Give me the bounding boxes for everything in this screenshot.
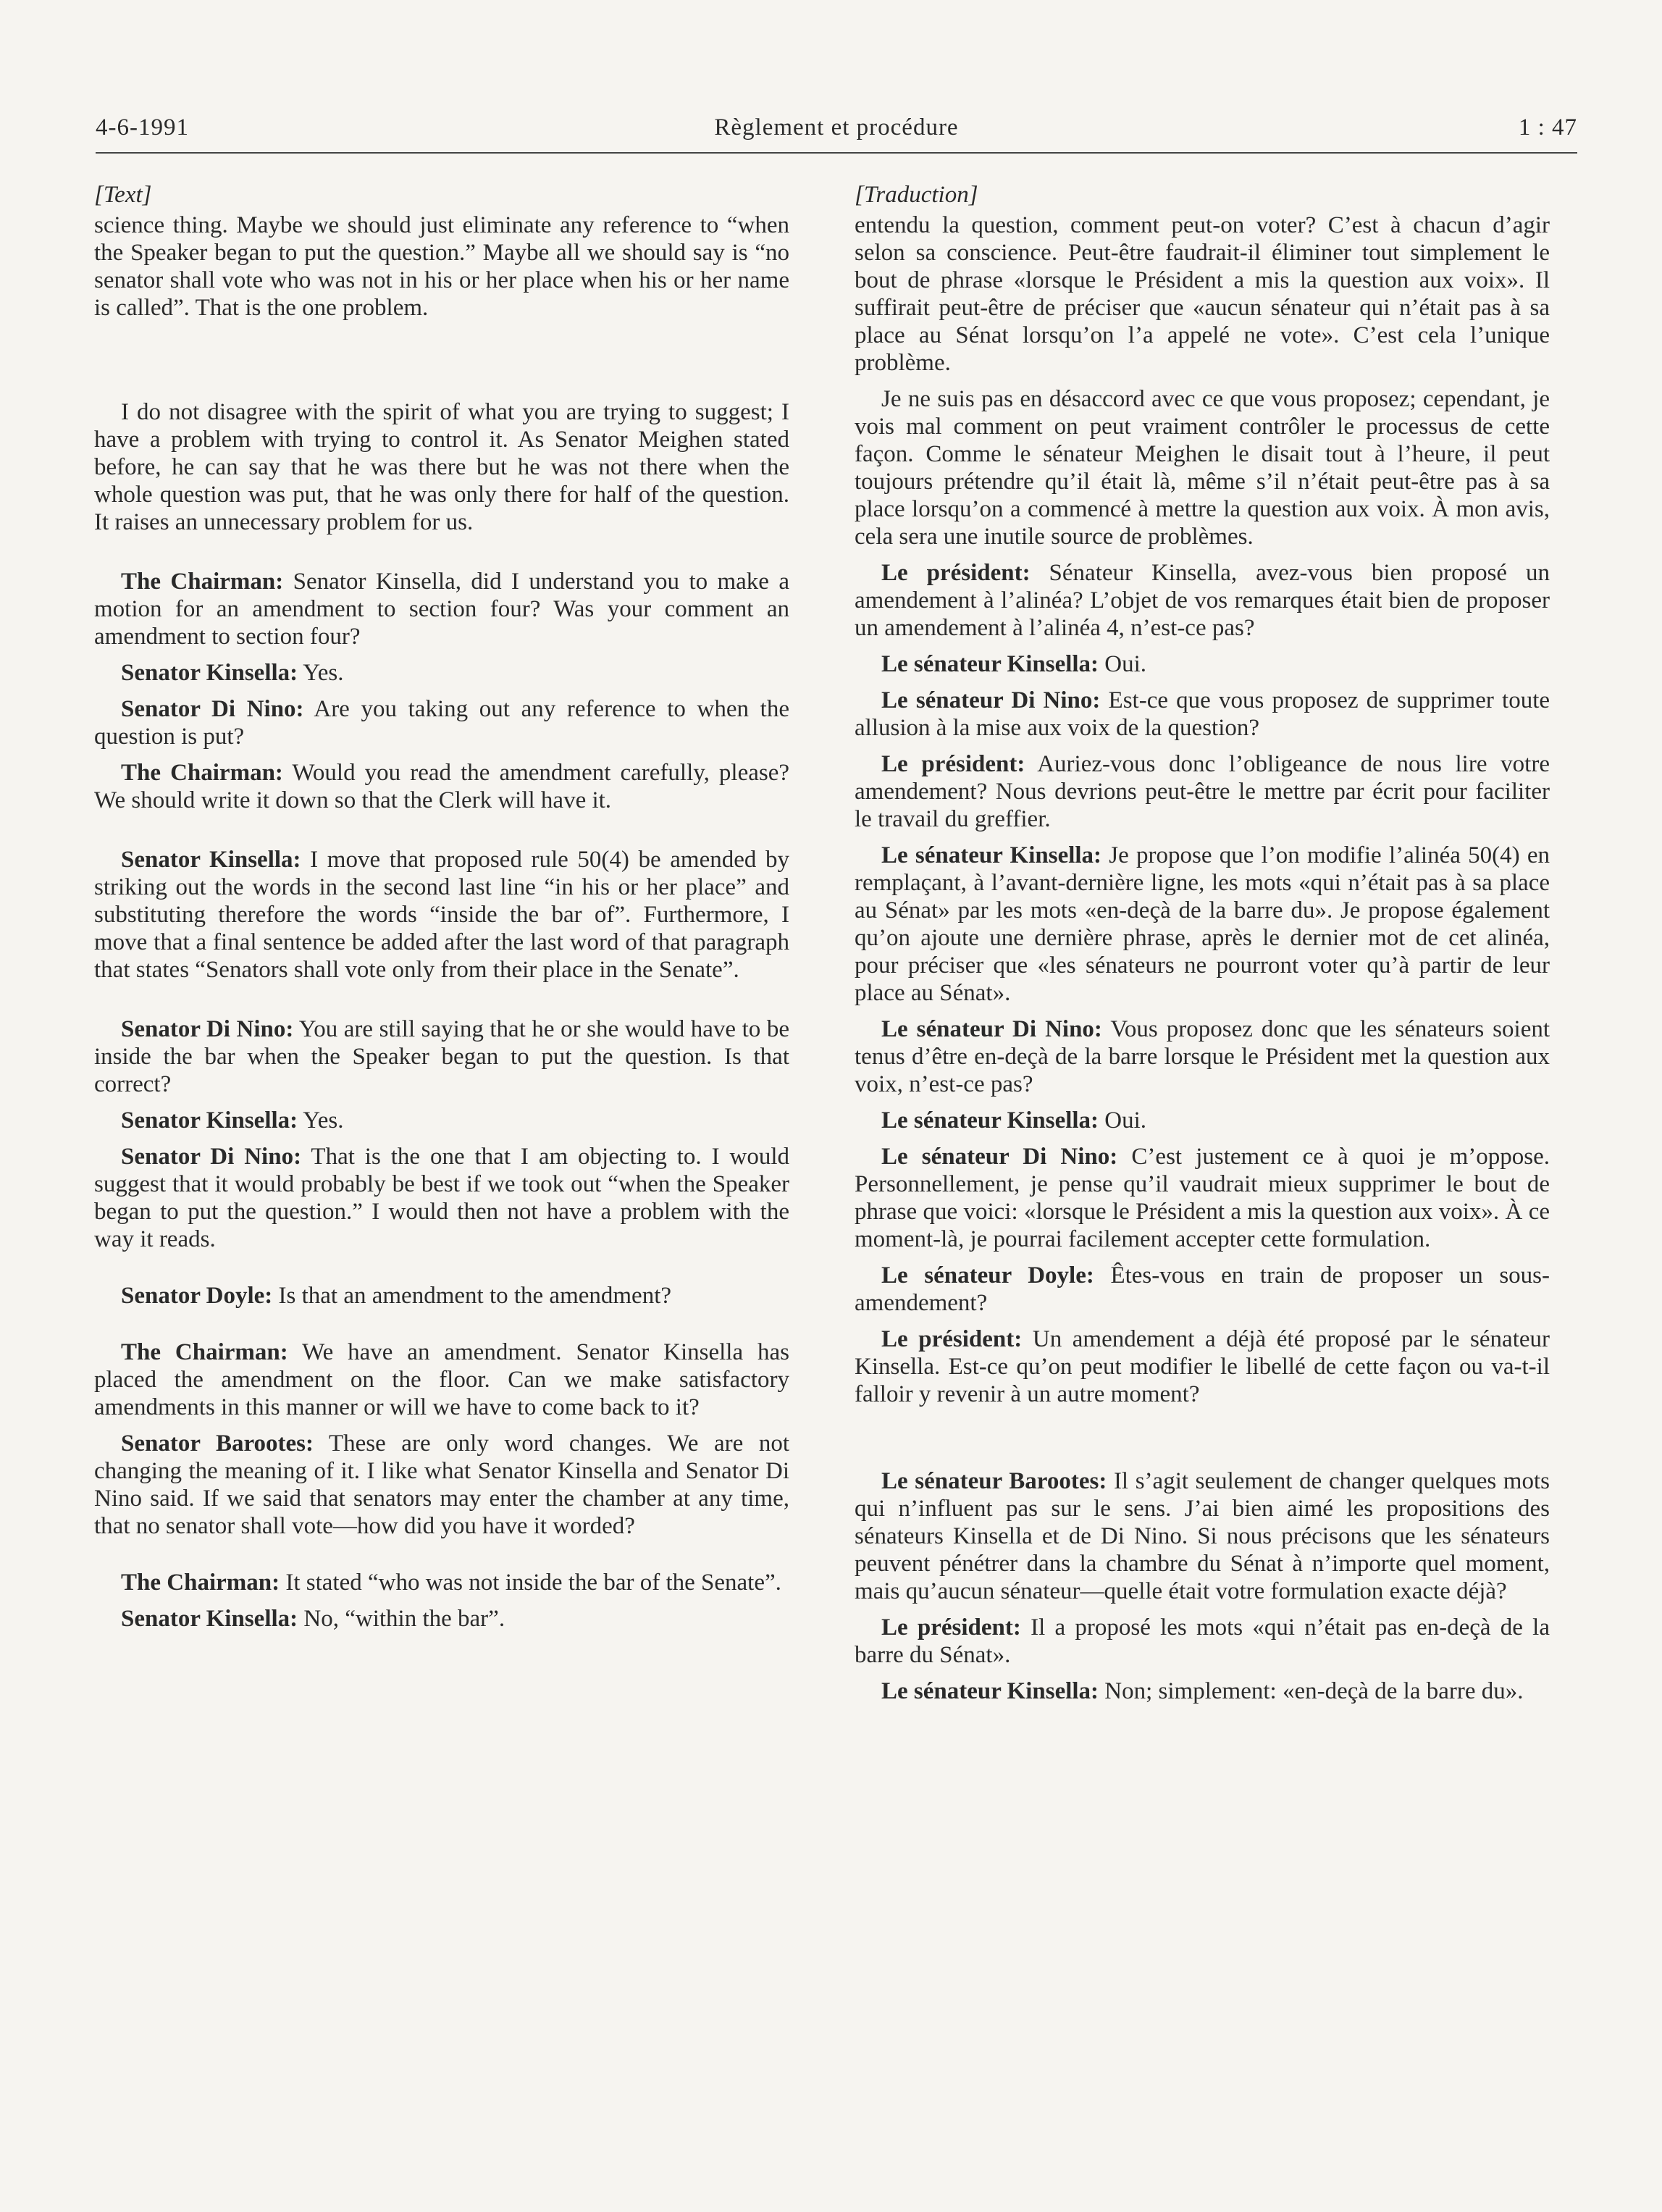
speaker-name: Le sénateur Di Nino:	[881, 1016, 1102, 1042]
speaker-paragraph: Le sénateur Kinsella: Non; simplement: «en-deçà de la barre du».	[881, 1678, 1524, 1704]
speaker-name: Le président:	[881, 1614, 1021, 1641]
speaker-name: Senator Barootes:	[121, 1430, 314, 1457]
speaker-paragraph: Le sénateur Barootes: Il s’agit seulement de changer quelques mots qui n’influent pas sur le sens. J’ai bien aimé les propositions des sénateurs Kinsella et de Di Nino. Si nous précisons que les sénateurs peuvent pénétrer dans la chambre du Sénat à n’importe quel moment, mais qu’aucun sénateur—quelle était votre formulation exacte déjà?	[855, 1468, 1550, 1604]
speaker-name: Le sénateur Di Nino:	[881, 687, 1101, 713]
speaker-name: Le sénateur Kinsella:	[881, 1107, 1099, 1134]
speaker-paragraph: Senator Di Nino: Are you taking out any reference to when the question is put?	[94, 696, 789, 750]
speaker-name: Le président:	[881, 560, 1031, 586]
speaker-name: Senator Di Nino:	[121, 1016, 294, 1042]
speaker-name: Senator Doyle:	[121, 1283, 273, 1309]
speaker-paragraph: The Chairman: We have an amendment. Senator Kinsella has placed the amendment on the floor. Can we make satisfactory amendments in this manner or will we have to come back to it?	[94, 1339, 790, 1420]
speaker-paragraph: Le président: Auriez-vous donc l’obligeance de nous lire votre amendement? Nous devrions peut-être le mettre par écrit pour faciliter le travail du greffier.	[855, 751, 1550, 832]
header-title: Règlement et procédure	[714, 114, 959, 141]
paragraph: science thing. Maybe we should just eliminate any reference to “when the Speaker began to put the question.” Maybe all we should say is “no senator shall vote who was not in his or her place when his or her name is called”. That is the one problem.	[94, 212, 789, 321]
speaker-paragraph: Le sénateur Di Nino: Vous proposez donc que les sénateurs soient tenus d’être en-deçà de la barre lorsque le Président met la question aux voix, n’est-ce pas?	[855, 1016, 1550, 1097]
speaker-paragraph: Senator Kinsella: No, “within the bar”.	[121, 1606, 505, 1632]
speaker-paragraph: Senator Di Nino: You are still saying that he or she would have to be inside the bar when the Speaker began to put the question. Is that correct?	[94, 1016, 789, 1097]
speaker-name: The Chairman:	[121, 1339, 288, 1365]
speaker-name: Senator Kinsella:	[121, 1107, 298, 1134]
speaker-paragraph: The Chairman: Senator Kinsella, did I understand you to make a motion for an amendment to section four? Was your comment an amendment to section four?	[94, 569, 789, 650]
speaker-paragraph: Le président: Il a proposé les mots «qui n’était pas en-deçà de la barre du Sénat».	[855, 1614, 1550, 1668]
speaker-paragraph: Senator Doyle: Is that an amendment to the amendment?	[121, 1283, 672, 1309]
speaker-name: Le sénateur Kinsella:	[881, 1678, 1099, 1704]
speaker-name: Le président:	[881, 1326, 1023, 1352]
speaker-name: Le sénateur Doyle:	[881, 1262, 1094, 1289]
speaker-name: Senator Di Nino:	[121, 1144, 302, 1170]
speaker-name: Senator Kinsella:	[121, 847, 301, 873]
paragraph: entendu la question, comment peut-on voter? C’est à chacun d’agir selon sa conscience. Peut-être faudrait-il éliminer tout simplement le bout de phrase «lorsque le Président a mis la question aux voix». Il suffirait peut-être de préciser que «aucun sénateur qui n’était pas à sa place au Sénat lorsqu’on l’a appelé ne vote». C’est cela l’unique problème.	[855, 212, 1550, 376]
speaker-name: The Chairman:	[121, 760, 283, 786]
speaker-name: The Chairman:	[121, 569, 284, 595]
speaker-paragraph: Le président: Sénateur Kinsella, avez-vous bien proposé un amendement à l’alinéa? L’objet de vos remarques était bien de proposer un amendement à l’alinéa 4, n’est-ce pas?	[855, 560, 1550, 641]
speaker-paragraph: Le sénateur Kinsella: Oui.	[881, 651, 1147, 677]
speaker-paragraph: Le sénateur Kinsella: Oui.	[881, 1107, 1147, 1134]
paragraph: Je ne suis pas en désaccord avec ce que vous proposez; cependant, je vois mal comment on peut vraiment contrôler le processus de cette façon. Comme le sénateur Meighen le disait tout à l’heure, il peut toujours prétendre qu’il était là, même s’il n’était peut-être pas à sa place lorsqu’on a commencé à mettre la question aux voix. À mon avis, cela sera une inutile source de problèmes.	[855, 386, 1550, 550]
header-rule	[96, 152, 1577, 154]
speaker-name: Senator Kinsella:	[121, 660, 298, 686]
speaker-name: The Chairman:	[121, 1570, 280, 1596]
running-header	[96, 114, 1577, 158]
speaker-name: Senator Kinsella:	[121, 1606, 298, 1632]
speaker-paragraph: The Chairman: It stated “who was not inside the bar of the Senate”.	[121, 1570, 781, 1596]
speaker-name: Senator Di Nino:	[121, 696, 304, 722]
speaker-paragraph: Senator Kinsella: Yes.	[121, 660, 344, 686]
speaker-name: Le sénateur Barootes:	[881, 1468, 1107, 1494]
speaker-paragraph: Senator Di Nino: That is the one that I am objecting to. I would suggest that it would probably be best if we took out “when the Speaker began to put the question.” I would then not have a problem with the way it reads.	[94, 1144, 789, 1252]
speaker-paragraph: Le sénateur Di Nino: Est-ce que vous proposez de supprimer toute allusion à la mise aux voix de la question?	[855, 687, 1550, 741]
speaker-name: Le sénateur Di Nino:	[881, 1144, 1118, 1170]
speaker-name: Le sénateur Kinsella:	[881, 651, 1099, 677]
english-column	[94, 181, 789, 1633]
speaker-paragraph: Senator Barootes: These are only word changes. We are not changing the meaning of it. I like what Senator Kinsella and Senator Di Nino said. If we said that senators may enter the chamber at any time, that no senator shall vote—how did you have it worded?	[94, 1430, 789, 1539]
column-tag: [Text]	[94, 182, 152, 208]
speaker-paragraph: Le sénateur Di Nino: C’est justement ce à quoi je m’oppose. Personnellement, je pense qu’il vaudrait mieux supprimer le bout de phrase que voici: «lorsque le Président a mis la question aux voix». À ce moment-là, je pourrai facilement accepter cette formulation.	[855, 1144, 1550, 1252]
column-tag: [Traduction]	[855, 182, 978, 208]
speaker-paragraph: The Chairman: Would you read the amendment carefully, please? We should write it down so that the Clerk will have it.	[94, 760, 790, 813]
speaker-paragraph: Senator Kinsella: Yes.	[121, 1107, 344, 1134]
speaker-paragraph: Le sénateur Doyle: Êtes-vous en train de proposer un sous-amendement?	[855, 1262, 1550, 1316]
speaker-paragraph: Le président: Un amendement a déjà été proposé par le sénateur Kinsella. Est-ce qu’on peut modifier le libellé de cette façon ou va-t-il falloir y revenir à un autre moment?	[855, 1326, 1550, 1407]
speaker-name: Le président:	[881, 751, 1025, 777]
speaker-paragraph: Le sénateur Kinsella: Je propose que l’on modifie l’alinéa 50(4) en remplaçant, à l’avant-dernière ligne, les mots «qui n’était pas à sa place au Sénat» par les mots «en-deçà de la barre du». Je propose également qu’on ajoute une dernière phrase, après le dernier mot de cet alinéa, pour préciser que «les sénateurs ne pourront voter qu’à partir de leur place au Sénat».	[855, 842, 1550, 1006]
paragraph: I do not disagree with the spirit of what you are trying to suggest; I have a problem with trying to control it. As Senator Meighen stated before, he can say that he was there but he was not there when the whole question was put, that he was only there for half of the question. It raises an unnecessary problem for us.	[94, 399, 789, 535]
speaker-name: Le sénateur Kinsella:	[881, 842, 1102, 868]
header-date: 4-6-1991	[96, 114, 189, 141]
french-column	[855, 181, 1550, 1705]
header-page-number: 1 : 47	[1518, 114, 1577, 141]
speaker-paragraph: Senator Kinsella: I move that proposed rule 50(4) be amended by striking out the words in the second last line “in his or her place” and substituting therefore the words “inside the bar of”. Furthermore, I move that a final sentence be added after the last word of that paragraph that states “Senators shall vote only from their place in the Senate”.	[94, 847, 790, 983]
